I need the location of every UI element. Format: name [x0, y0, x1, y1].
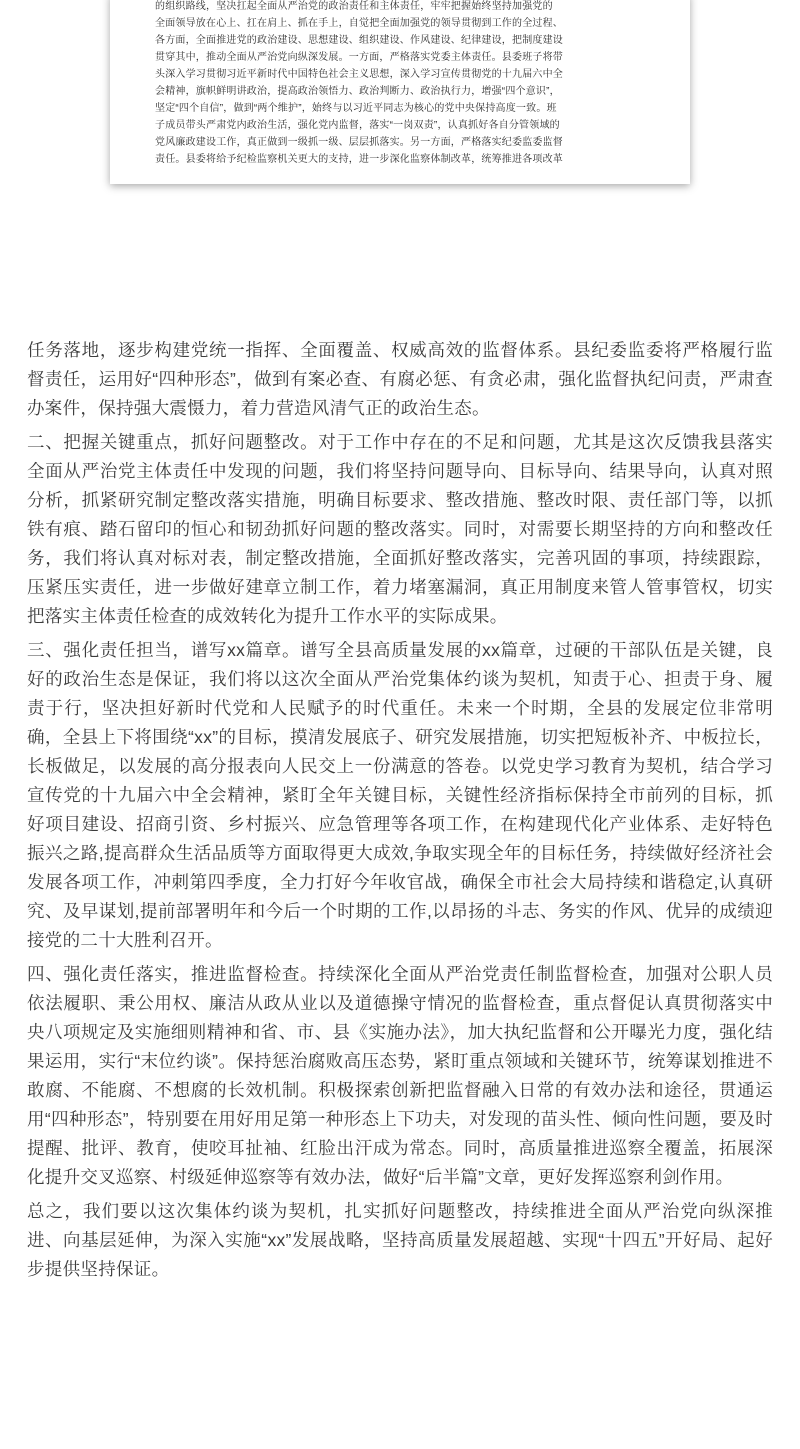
paragraph-conclusion: 总之，我们要以这次集体约谈为契机，扎实抓好问题整改，持续推进全面从严治党向纵深推进、向基层延伸，为深入实施“xx”发展战略，坚持高质量发展超越、实现“十四五”开好局、起好步提供坚持保证。 — [27, 1201, 773, 1279]
preview-text-line: 党风廉政建设工作，真正做到一级抓一级、层层抓落实。另一方面，严格落实纪委监委监督 — [155, 137, 563, 148]
preview-text-line: 子成员带头严肃党内政治生活，强化党内监督，落实“一岗双责”，认真抓好各自分管领域的 — [155, 120, 560, 131]
document-body — [27, 336, 773, 1284]
preview-text-line: 坚定“四个自信”，做到“两个维护”，始终与以习近平同志为核心的党中央保持高度一致。班 — [155, 103, 557, 114]
bottom-whitespace — [0, 1289, 800, 1449]
preview-text-line: 头深入学习贯彻习近平新时代中国特色社会主义思想，深入学习宣传贯彻党的十九届六中全 — [155, 69, 563, 80]
paragraph-section-2: 二、把握关键重点，抓好问题整改。对于工作中存在的不足和问题，尤其是这次反馈我县落实全面从严治党主体责任中发现的问题，我们将坚持问题导向、目标导向、结果导向，认真对照分析，抓紧研究制定整改落实措施，明确目标要求、整改措施、整改时限、责任部门等，以抓铁有痕、踏石留印的恒心和韧劲抓好问题的整改落实。同时，对需要长期坚持的方向和整改任务，我们将认真对标对表，制定整改措施，全面抓好整改落实，完善巩固的事项，持续跟踪，压紧压实责任，进一步做好建章立制工作，着力堵塞漏洞，真正用制度来管人管事管权，切实把落实主体责任检查的成效转化为提升工作水平的实际成果。 — [27, 432, 773, 626]
paragraph-section-4: 四、强化责任落实，推进监督检查。持续深化全面从严治党责任制监督检查，加强对公职人员依法履职、秉公用权、廉洁从政从业以及道德操守情况的监督检查，重点督促认真贯彻落实中央八项规定及实施细则精神和省、市、县《实施办法》，加大执纪监督和公开曝光力度，强化结果运用，实行“末位约谈”。保持惩治腐败高压态势，紧盯重点领域和关键环节，统筹谋划推进不敢腐、不能腐、不想腐的长效机制。积极探索创新把监督融入日常的有效办法和途径，贯通运用“四种形态”，特别要在用好用足第一种形态上下功夫，对发现的苗头性、倾向性问题，要及时提醒、批评、教育，使咬耳扯袖、红脸出汗成为常态。同时，高质量推进巡察全覆盖，拓展深化提升交叉巡察、村级延伸巡察等有效办法，做好“后半篇”文章，更好发挥巡察利剑作用。 — [27, 964, 773, 1187]
preview-text-line: 贯穿其中，推动全面从严治党向纵深发展。一方面，严格落实党委主体责任。县委班子将带 — [155, 52, 563, 63]
document-page-preview — [110, 0, 690, 184]
preview-text-line: 各方面，全面推进党的政治建设、思想建设、组织建设、作风建设、纪律建设，把制度建设 — [155, 35, 563, 46]
preview-text-line: 全面领导放在心上、扛在肩上、抓在手上，自觉把全面加强党的领导贯彻到工作的全过程、 — [155, 18, 563, 29]
preview-text-line: 会精神，旗帜鲜明讲政治，提高政治领悟力、政治判断力、政治执行力，增强“四个意识”， — [155, 86, 560, 97]
paragraph-section-3: 三、强化责任担当，谱写xx篇章。谱写全县高质量发展的xx篇章，过硬的干部队伍是关键，良好的政治生态是保证，我们将以这次全面从严治党集体约谈为契机，知责于心、担责于身、履责于行，坚决担好新时代党和人民赋予的时代重任。未来一个时期，全县的发展定位非常明确，全县上下将围绕“xx”的目标，摸清发展底子、研究发展措施，切实把短板补齐、中板拉长，长板做足，以发展的高分报表向人民交上一份满意的答卷。以党史学习教育为契机，结合学习宣传党的十九届六中全会精神，紧盯全年关键目标，关键性经济指标保持全市前列的目标，抓好项目建设、招商引资、乡村振兴、应急管理等各项工作，在构建现代化产业体系、走好特色振兴之路,提高群众生活品质等方面取得更大成效,争取实现全年的目标任务，持续做好经济社会发展各项工作，冲刺第四季度，全力打好今年收官战，确保全市社会大局持续和谐稳定,认真研究、及早谋划,提前部署明年和今后一个时期的工作,以昂扬的斗志、务实的作风、优异的成绩迎接党的二十大胜利召开。 — [27, 640, 773, 950]
preview-text-line: 的组织路线，坚决扛起全面从严治党的政治责任和主体责任，牢牢把握始终坚持加强党的 — [155, 1, 553, 12]
preview-text-line: 责任。县委将给予纪检监察机关更大的支持，进一步深化监察体制改革，统筹推进各项改革 — [155, 154, 563, 165]
paragraph-continuation: 任务落地，逐步构建党统一指挥、全面覆盖、权威高效的监督体系。县纪委监委将严格履行监督责任，运用好“四种形态”，做到有案必查、有腐必惩、有贪必肃，强化监督执纪问责，严肃查办案件，保持强大震慑力，着力营造风清气正的政治生态。 — [27, 340, 773, 418]
